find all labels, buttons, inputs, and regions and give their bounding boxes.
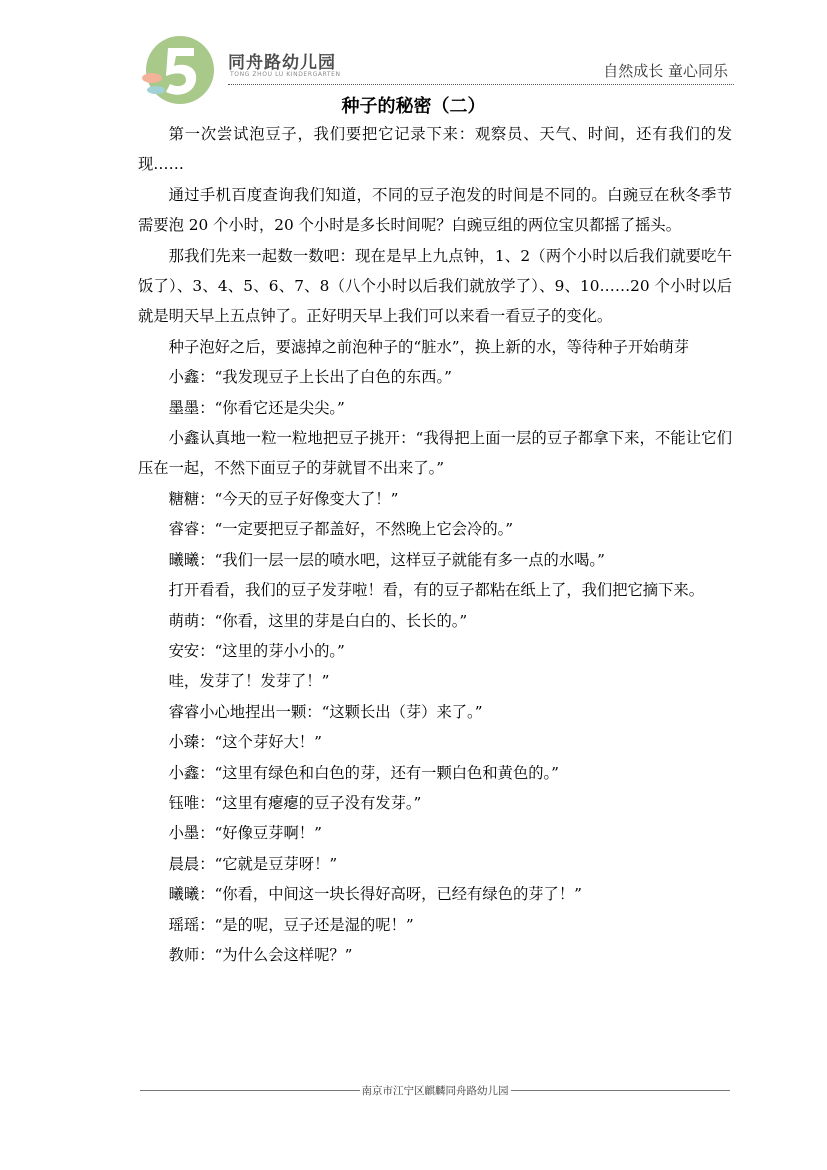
footer-rule-right (511, 1090, 731, 1091)
footer-text: 南京市江宁区麒麟同舟路幼儿园 (361, 1085, 509, 1097)
dialogue-line: 睿睿小心地捏出一颗：“这颗长出（芽）来了。” (168, 702, 483, 721)
brand-subtitle: TONG ZHOU LU KINDERGARTEN (230, 71, 341, 78)
brand-name: 同舟路幼儿园 (228, 53, 336, 73)
header-slogan: 自然成长 童心同乐 (603, 62, 728, 80)
footer-rule-left (140, 1090, 360, 1091)
header-divider (228, 84, 734, 85)
dialogue-line: 睿睿：“一定要把豆子都盖好，不然晚上它会冷的。” (168, 520, 514, 539)
dialogue-line: 安安：“这里的芽小小的。” (168, 641, 345, 660)
dialogue-line: 小臻：“这个芽好大！” (168, 733, 322, 752)
paragraph: 通过手机百度查询我们知道，不同的豆子泡发的时间是不同的。白豌豆在秋冬季节需要泡 20 个小时，20 个小时是多长时间呢？白豌豆组的两位宝贝都摇了摇头。 (138, 185, 732, 235)
paragraph: 小鑫认真地一粒一粒地把豆子挑开：“我得把上面一层的豆子都拿下来，不能让它们压在一起，不然下面豆子的芽就冒不出来了。” (138, 429, 732, 478)
dialogue-line: 晨晨：“它就是豆芽呀！” (168, 854, 338, 873)
dialogue-line: 曦曦：“你看，中间这一块长得好高呀，已经有绿色的芽了！” (168, 885, 582, 904)
dialogue-line: 哇，发芽了！发芽了！” (168, 672, 330, 691)
dialogue-line: 萌萌：“你看，这里的芽是白白的、长长的。” (168, 611, 468, 630)
dialogue-line: 糖糖：“今天的豆子好像变大了！” (168, 489, 399, 508)
dialogue-line: 钰唯：“这里有瘪瘪的豆子没有发芽。” (168, 793, 422, 812)
dialogue-line: 小鑫：“我发现豆子上长出了白色的东西。” (168, 368, 452, 387)
paragraph: 那我们先来一起数一数吧：现在是早上九点钟，1、2（两个小时以后我们就要吃午饭了）、3、4、5、6、7、8（八个小时以后我们就放学了）、9、10……20 个小时以后就是明天早上五点钟了。正好明天早上我们可以来看一看豆子的变化。 (138, 246, 732, 326)
page-header (138, 30, 732, 86)
dialogue-line: 小墨：“好像豆芽啊！” (168, 824, 322, 843)
dialogue-line: 教师：“为什么会这样呢？” (168, 945, 353, 964)
dialogue-line: 瑶瑶：“是的呢，豆子还是湿的呢！” (168, 915, 414, 934)
paragraph: 打开看看，我们的豆子发芽啦！看，有的豆子都粘在纸上了，我们把它摘下来。 (168, 581, 704, 600)
paragraph: 第一次尝试泡豆子，我们要把它记录下来：观察员、天气、时间，还有我们的发现…… (138, 125, 732, 174)
dialogue-line: 小鑫：“这里有绿色和白色的芽，还有一颗白色和黄色的。” (168, 763, 560, 782)
dialogue-line: 曦曦：“我们一层一层的喷水吧，这样豆子就能有多一点的水喝。” (168, 550, 605, 569)
document-body (138, 119, 732, 970)
page-footer (140, 1083, 730, 1098)
paragraph: 种子泡好之后，要滤掉之前泡种子的“脏水”，换上新的水，等待种子开始萌芽 (168, 337, 690, 356)
page-title: 种子的秘密（二） (341, 96, 486, 117)
dialogue-line: 墨墨：“你看它还是尖尖。” (168, 398, 345, 417)
